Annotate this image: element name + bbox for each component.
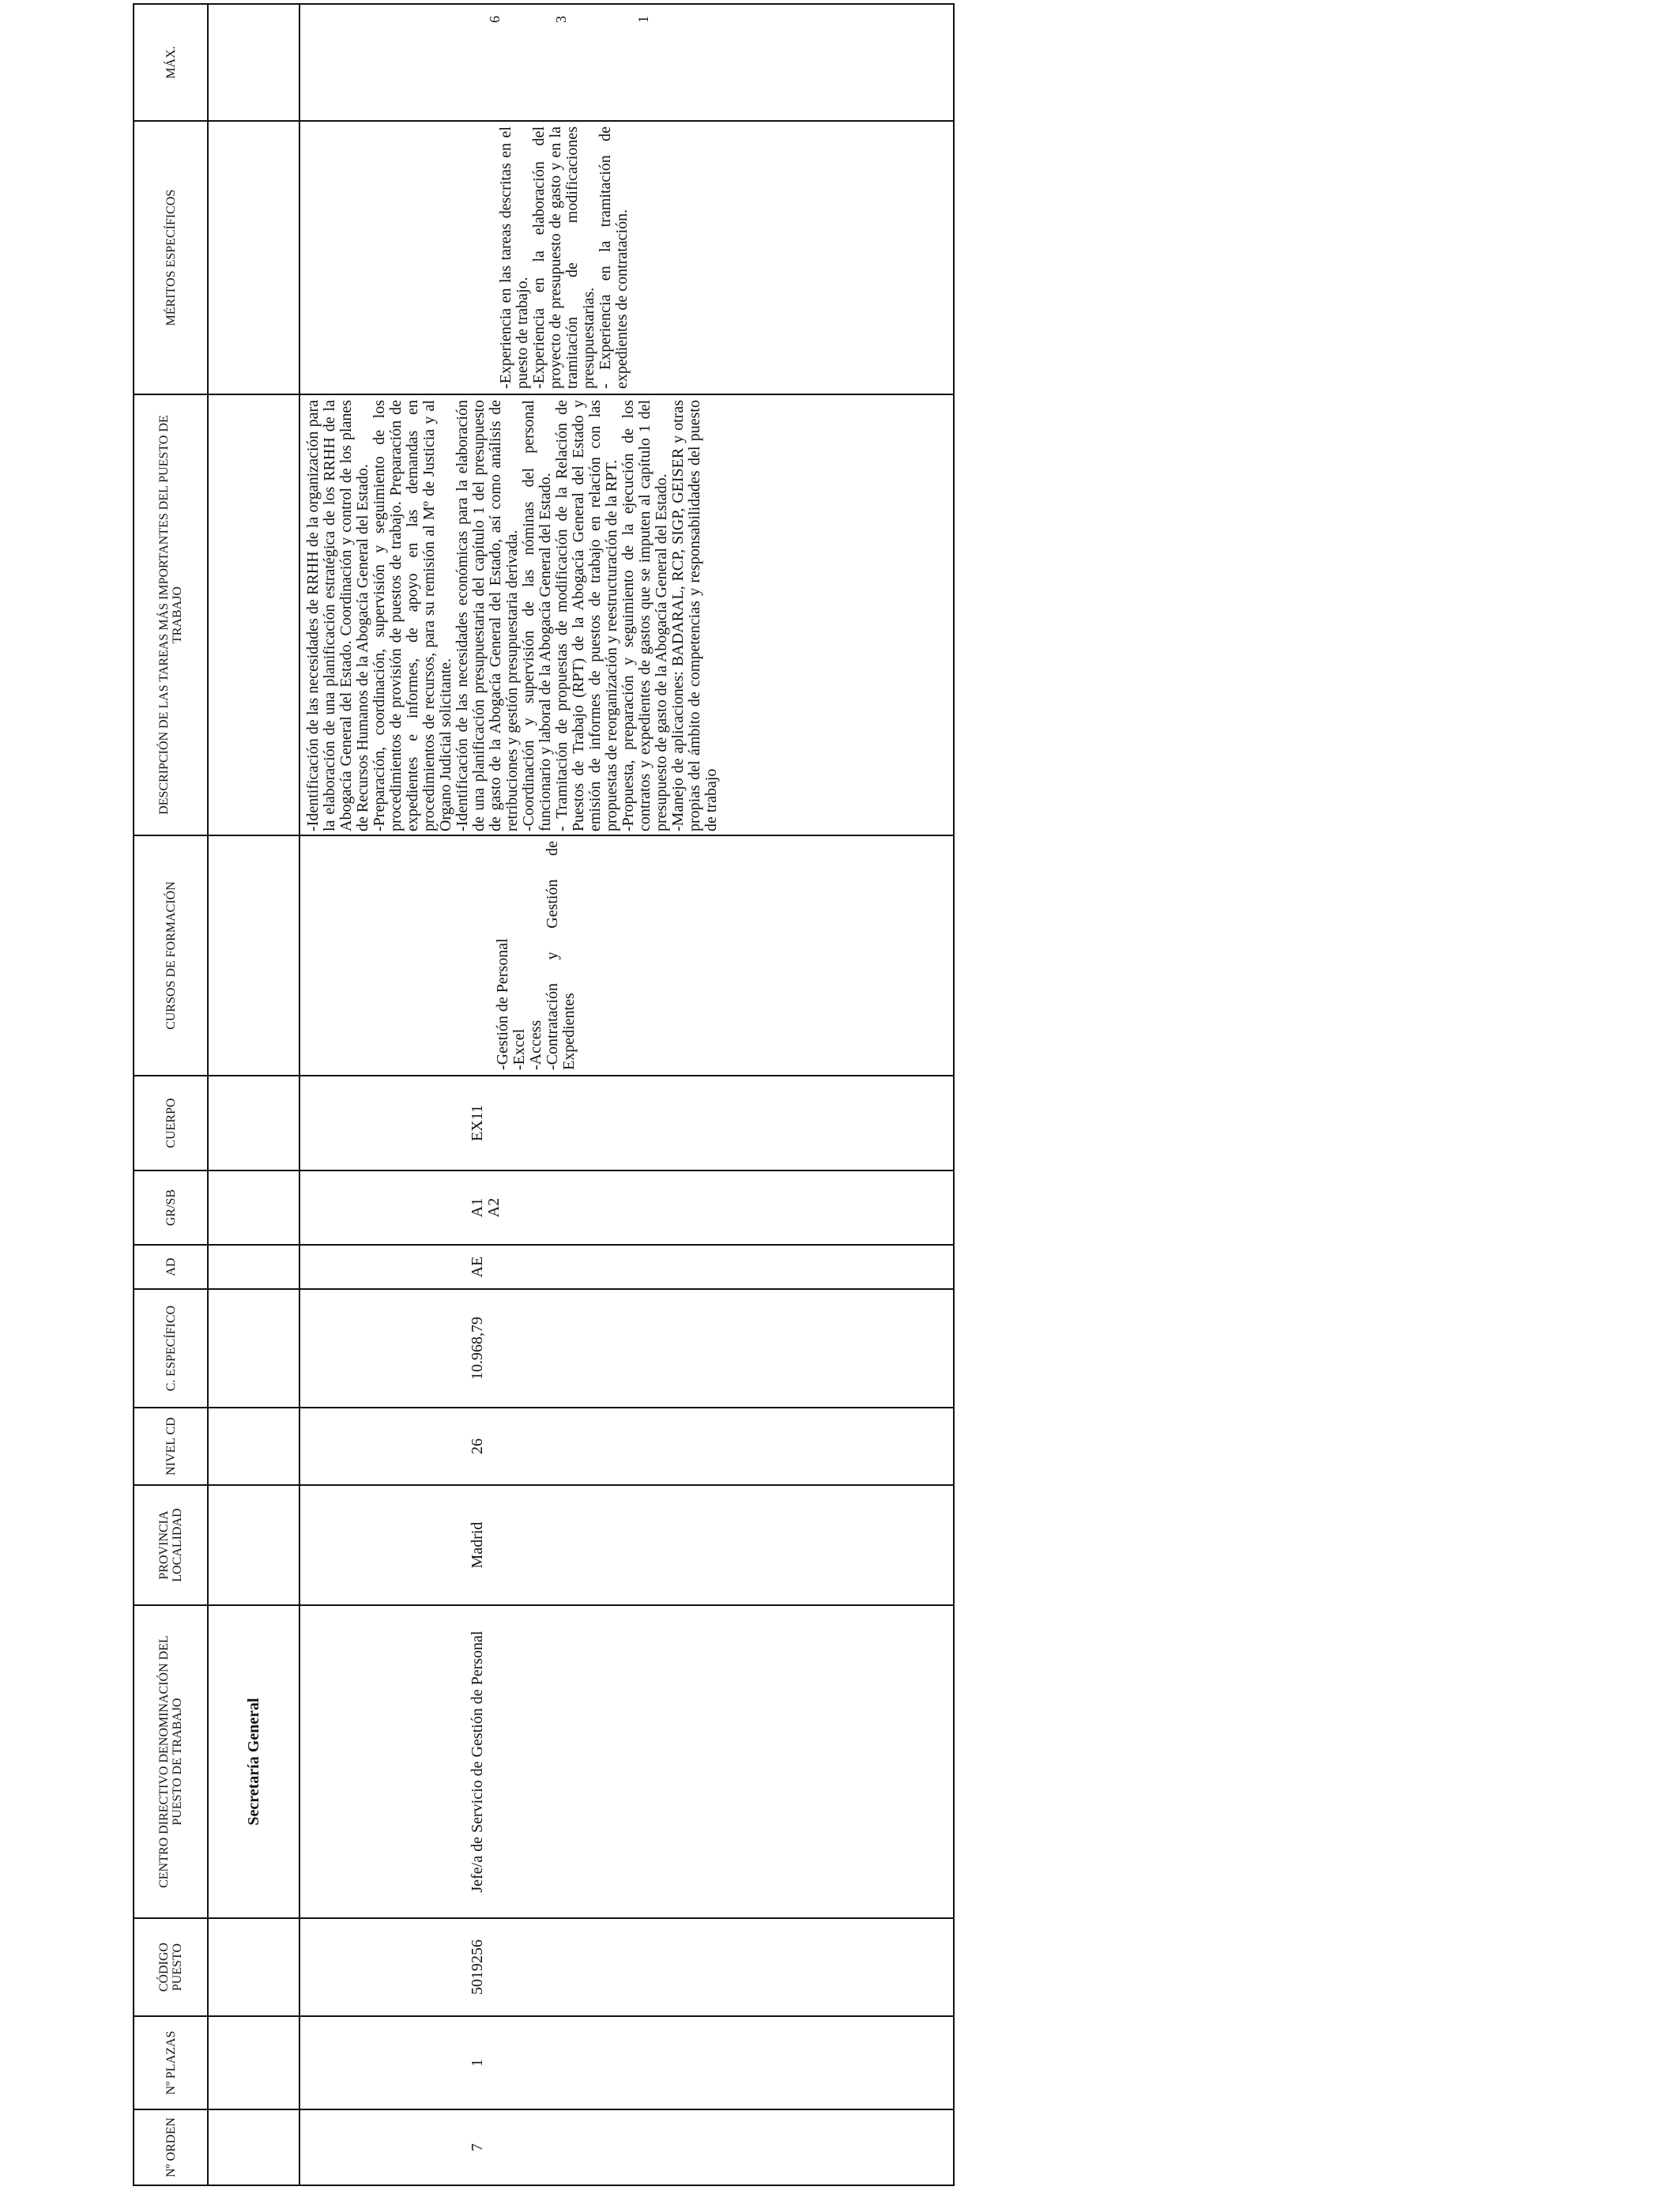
max-value: 3 bbox=[553, 16, 569, 23]
section-empty bbox=[208, 2109, 299, 2185]
merito-item: - Experiencia en la tramitación de expedientes de contratación. bbox=[597, 126, 631, 389]
max-value: 1 bbox=[635, 16, 651, 23]
merito-item: -Experiencia en las tareas descritas en el puesto de trabajo. bbox=[497, 126, 531, 389]
header-cuerpo: CUERPO bbox=[134, 1076, 208, 1171]
header-grsb: GR/SB bbox=[134, 1171, 208, 1245]
tarea-item: -Preparación, coordinación, supervisión y seguimiento de los procedimientos de provisión de puestos de trabajo. Preparación de expedientes e informes, de apoyo en las demandas en procedimientos de recursos, para su remisión al Mº de Justicia y al Órgano Judicial solicitante. bbox=[371, 400, 454, 831]
curso-item: -Contratación y Gestión de Expedientes bbox=[544, 841, 578, 1070]
cell-max bbox=[299, 4, 954, 121]
cell-grsb bbox=[299, 1171, 954, 1245]
header-codigo: CÓDIGO PUESTO bbox=[134, 1918, 208, 2016]
section-empty bbox=[208, 394, 299, 835]
section-empty bbox=[208, 1485, 299, 1605]
header-ad: AD bbox=[134, 1245, 208, 1289]
cell-plazas: 1 bbox=[299, 2016, 954, 2109]
tarea-item: -Coordinación y supervisión de las nóminas del personal funcionario y laboral de la Abogacía General del Estado. bbox=[520, 400, 554, 831]
section-title: Secretaría General bbox=[208, 1605, 299, 1918]
vacancy-table bbox=[133, 3, 955, 2186]
cell-codigo: 5019256 bbox=[299, 1918, 954, 2016]
cell-orden: 7 bbox=[299, 2109, 954, 2185]
curso-item: -Gestión de Personal bbox=[494, 938, 511, 1070]
tarea-item: -Propuesta, preparación y seguimiento de la ejecución de los contratos y expedientes de gastos que se imputen al capítulo 1 del presupuesto de gasto de la Abogacía General del Estado. bbox=[620, 400, 670, 831]
cell-gr: A1 bbox=[469, 1197, 486, 1218]
section-empty bbox=[208, 4, 299, 121]
cell-sb: A2 bbox=[485, 1197, 503, 1218]
header-centro: CENTRO DIRECTIVO DENOMINACIÓN DEL PUESTO DE TRABAJO bbox=[134, 1605, 208, 1918]
cell-localidad: Madrid bbox=[299, 1485, 954, 1605]
header-orden: Nº ORDEN bbox=[134, 2109, 208, 2185]
section-empty bbox=[208, 835, 299, 1076]
header-plazas: Nº PLAZAS bbox=[134, 2016, 208, 2109]
merito-item: -Experiencia en la elaboración del proyecto de presupuesto de gasto y en la tramitación de modificaciones presupuestarias. bbox=[530, 126, 597, 389]
cell-ad: AE bbox=[299, 1245, 954, 1289]
curso-item: -Access bbox=[527, 1020, 544, 1070]
header-nivel: NIVEL CD bbox=[134, 1408, 208, 1485]
section-row bbox=[208, 4, 299, 2185]
tarea-item: - Tramitación de propuestas de modificación de la Relación de Puestos de Trabajo (RPT) de la Abogacía General del Estado y emisión de informes de puestos de trabajo en relación con las propuestas de reorganización y reestructuración de la RPT. bbox=[553, 400, 620, 831]
max-value: 6 bbox=[487, 16, 503, 23]
header-max: MÁX. bbox=[134, 4, 208, 121]
header-especifico: C. ESPECÍFICO bbox=[134, 1289, 208, 1408]
section-empty bbox=[208, 2016, 299, 2109]
cell-cuerpo: EX11 bbox=[299, 1076, 954, 1171]
tarea-item: -Identificación de las necesidades económicas para la elaboración de una planificación presupuestaria del capítulo 1 del presupuesto de gasto de la Abogacía General del Estado, así como análisis de retribuciones y gestión presupuestaria derivada. bbox=[454, 400, 521, 831]
cell-tareas bbox=[299, 394, 954, 835]
tarea-item: -Identificación de las necesidades de RRHH de la organización para la elaboración de una planificación estratégica de los RRHH de la Abogacía General del Estado. Coordinación y control de los planes de Recursos Humanos de la Abogacía General del Estado. bbox=[304, 400, 371, 831]
header-provincia: PROVINCIA LOCALIDAD bbox=[134, 1485, 208, 1605]
section-empty bbox=[208, 1171, 299, 1245]
cell-nivel: 26 bbox=[299, 1408, 954, 1485]
section-empty bbox=[208, 1245, 299, 1289]
section-empty bbox=[208, 1408, 299, 1485]
section-empty bbox=[208, 121, 299, 394]
curso-item: -Excel bbox=[510, 1028, 528, 1070]
header-row bbox=[134, 4, 208, 2185]
cell-cursos bbox=[299, 835, 954, 1076]
vacancy-table-sheet bbox=[133, 5, 955, 2186]
cell-meritos bbox=[299, 121, 954, 394]
section-empty bbox=[208, 1289, 299, 1408]
header-cursos: CURSOS DE FORMACIÓN bbox=[134, 835, 208, 1076]
tarea-item: -Manejo de aplicaciones: BADARAL, RCP, SIGP, GEISER y otras propias del ámbito de competencias y responsabilidades del puesto de trabajo bbox=[669, 400, 720, 831]
cell-especifico: 10.968,79 bbox=[299, 1289, 954, 1408]
section-empty bbox=[208, 1076, 299, 1171]
table-row bbox=[299, 4, 954, 2185]
header-descripcion: DESCRIPCIÓN DE LAS TAREAS MÁS IMPORTANTES DEL PUESTO DE TRABAJO bbox=[134, 394, 208, 835]
cell-denominacion: Jefe/a de Servicio de Gestión de Personal bbox=[299, 1605, 954, 1918]
header-meritos: MÉRITOS ESPECÍFICOS bbox=[134, 121, 208, 394]
section-empty bbox=[208, 1918, 299, 2016]
